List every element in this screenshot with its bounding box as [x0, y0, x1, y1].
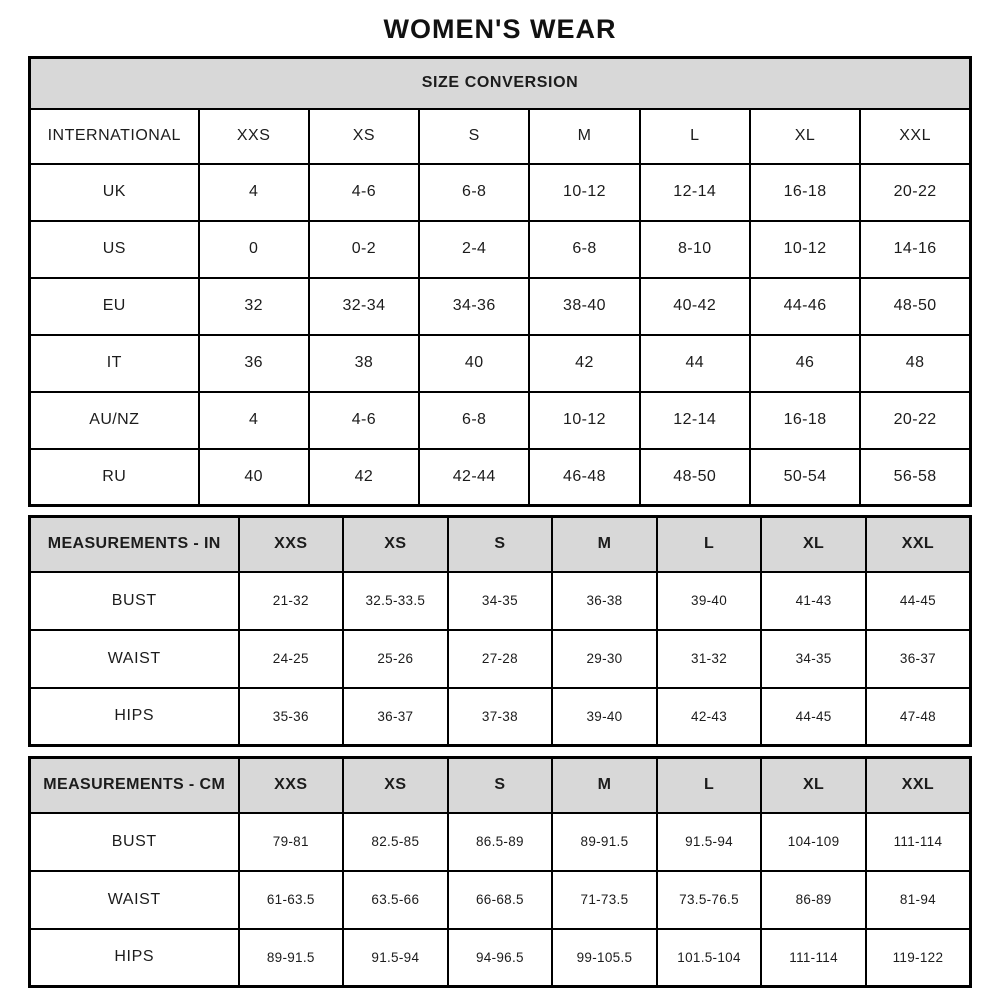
- cell: 4-6: [309, 392, 419, 449]
- cell: 42-44: [419, 449, 529, 506]
- table-row: [30, 871, 971, 929]
- cell: 27-28: [448, 630, 553, 688]
- cell: 6-8: [419, 392, 529, 449]
- cell: 36-37: [866, 630, 971, 688]
- row-label: WAIST: [30, 871, 239, 929]
- row-label: IT: [30, 335, 199, 392]
- row-label: UK: [30, 164, 199, 221]
- column-header: INTERNATIONAL: [30, 109, 199, 164]
- size-conversion-header: SIZE CONVERSION: [30, 58, 971, 109]
- cell: 81-94: [866, 871, 971, 929]
- size-header: XXS: [239, 758, 344, 813]
- size-header: XS: [343, 517, 448, 572]
- cell: 10-12: [750, 221, 860, 278]
- cell: 12-14: [640, 164, 750, 221]
- cell: 47-48: [866, 688, 971, 746]
- cell: 4: [199, 392, 309, 449]
- cell: 46-48: [529, 449, 639, 506]
- row-label: EU: [30, 278, 199, 335]
- cell: 40: [199, 449, 309, 506]
- table-row: [30, 813, 971, 871]
- cell: 86-89: [761, 871, 866, 929]
- cell: 46: [750, 335, 860, 392]
- size-header: XS: [343, 758, 448, 813]
- cell: 36: [199, 335, 309, 392]
- size-header: M: [552, 758, 657, 813]
- cell: 73.5-76.5: [657, 871, 762, 929]
- cell: 31-32: [657, 630, 762, 688]
- cell: 86.5-89: [448, 813, 553, 871]
- page-title: WOMEN'S WEAR: [383, 14, 617, 44]
- cell: 42-43: [657, 688, 762, 746]
- cell: 12-14: [640, 392, 750, 449]
- cell: 94-96.5: [448, 929, 553, 987]
- cell: 48-50: [640, 449, 750, 506]
- cell: 25-26: [343, 630, 448, 688]
- cell: 38-40: [529, 278, 639, 335]
- cell: 111-114: [866, 813, 971, 871]
- cell: 89-91.5: [239, 929, 344, 987]
- row-label: HIPS: [30, 688, 239, 746]
- cell: 6-8: [419, 164, 529, 221]
- cell: 0-2: [309, 221, 419, 278]
- cell: 38: [309, 335, 419, 392]
- cell: 89-91.5: [552, 813, 657, 871]
- cell: 104-109: [761, 813, 866, 871]
- cell: 79-81: [239, 813, 344, 871]
- cell: 0: [199, 221, 309, 278]
- cell: 10-12: [529, 392, 639, 449]
- column-header: L: [640, 109, 750, 164]
- cell: 32: [199, 278, 309, 335]
- measurements-cm-header-row: [30, 758, 971, 813]
- row-label: WAIST: [30, 630, 239, 688]
- row-label: US: [30, 221, 199, 278]
- cell: 82.5-85: [343, 813, 448, 871]
- size-header: XXL: [866, 758, 971, 813]
- column-header: XXL: [860, 109, 970, 164]
- size-conversion-table: [28, 56, 972, 507]
- cell: 14-16: [860, 221, 970, 278]
- table-row: [30, 449, 971, 506]
- cell: 44-45: [761, 688, 866, 746]
- column-header: M: [529, 109, 639, 164]
- cell: 34-35: [761, 630, 866, 688]
- measurements-in-header: MEASUREMENTS - IN: [30, 517, 239, 572]
- cell: 36-37: [343, 688, 448, 746]
- row-label: AU/NZ: [30, 392, 199, 449]
- cell: 119-122: [866, 929, 971, 987]
- cell: 32-34: [309, 278, 419, 335]
- size-header: L: [657, 517, 762, 572]
- row-label: RU: [30, 449, 199, 506]
- cell: 40: [419, 335, 529, 392]
- table-row: [30, 572, 971, 630]
- measurements-cm-header: MEASUREMENTS - CM: [30, 758, 239, 813]
- row-label: BUST: [30, 572, 239, 630]
- cell: 10-12: [529, 164, 639, 221]
- cell: 44-45: [866, 572, 971, 630]
- table-row: [30, 630, 971, 688]
- table-row: [30, 392, 971, 449]
- cell: 91.5-94: [657, 813, 762, 871]
- column-header: S: [419, 109, 529, 164]
- cell: 32.5-33.5: [343, 572, 448, 630]
- size-header: XXS: [239, 517, 344, 572]
- cell: 66-68.5: [448, 871, 553, 929]
- cell: 2-4: [419, 221, 529, 278]
- cell: 34-35: [448, 572, 553, 630]
- column-header: XXS: [199, 109, 309, 164]
- cell: 41-43: [761, 572, 866, 630]
- cell: 24-25: [239, 630, 344, 688]
- cell: 20-22: [860, 164, 970, 221]
- table-row: [30, 688, 971, 746]
- table-caption-row: [30, 58, 971, 109]
- column-header: XL: [750, 109, 860, 164]
- table-row: [30, 164, 971, 221]
- size-chart-page: [28, 0, 972, 988]
- cell: 71-73.5: [552, 871, 657, 929]
- cell: 111-114: [761, 929, 866, 987]
- table-row: [30, 278, 971, 335]
- cell: 4-6: [309, 164, 419, 221]
- cell: 6-8: [529, 221, 639, 278]
- table-row: [30, 335, 971, 392]
- measurements-in-table: [28, 515, 972, 747]
- measurements-cm-table: [28, 756, 972, 988]
- size-header: M: [552, 517, 657, 572]
- cell: 20-22: [860, 392, 970, 449]
- cell: 99-105.5: [552, 929, 657, 987]
- cell: 42: [309, 449, 419, 506]
- cell: 48: [860, 335, 970, 392]
- row-label: BUST: [30, 813, 239, 871]
- cell: 44-46: [750, 278, 860, 335]
- size-header: XXL: [866, 517, 971, 572]
- cell: 50-54: [750, 449, 860, 506]
- size-header: XL: [761, 517, 866, 572]
- cell: 44: [640, 335, 750, 392]
- cell: 34-36: [419, 278, 529, 335]
- cell: 39-40: [657, 572, 762, 630]
- cell: 39-40: [552, 688, 657, 746]
- size-header: S: [448, 517, 553, 572]
- cell: 61-63.5: [239, 871, 344, 929]
- size-header: L: [657, 758, 762, 813]
- cell: 21-32: [239, 572, 344, 630]
- cell: 29-30: [552, 630, 657, 688]
- table-row: [30, 929, 971, 987]
- row-label: HIPS: [30, 929, 239, 987]
- size-header: XL: [761, 758, 866, 813]
- cell: 42: [529, 335, 639, 392]
- cell: 40-42: [640, 278, 750, 335]
- cell: 36-38: [552, 572, 657, 630]
- size-header: S: [448, 758, 553, 813]
- table-row: [30, 221, 971, 278]
- measurements-in-header-row: [30, 517, 971, 572]
- cell: 63.5-66: [343, 871, 448, 929]
- cell: 16-18: [750, 392, 860, 449]
- column-header: XS: [309, 109, 419, 164]
- cell: 48-50: [860, 278, 970, 335]
- cell: 16-18: [750, 164, 860, 221]
- cell: 56-58: [860, 449, 970, 506]
- cell: 4: [199, 164, 309, 221]
- column-header-row: [30, 109, 971, 164]
- cell: 101.5-104: [657, 929, 762, 987]
- cell: 91.5-94: [343, 929, 448, 987]
- cell: 37-38: [448, 688, 553, 746]
- cell: 35-36: [239, 688, 344, 746]
- cell: 8-10: [640, 221, 750, 278]
